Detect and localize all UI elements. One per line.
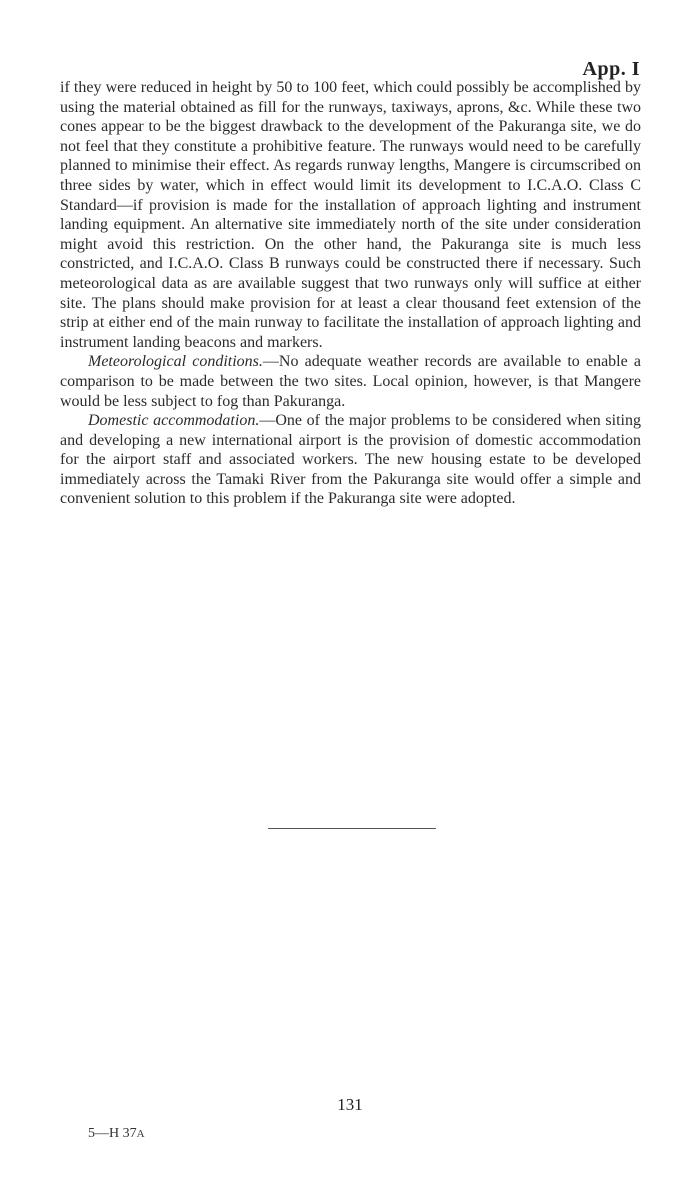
appendix-label: App. I	[582, 58, 640, 80]
paragraph-domestic	[60, 411, 641, 509]
body-text	[60, 78, 641, 509]
meteorological-heading: Meteorological conditions.	[88, 353, 263, 371]
signature-suffix: A	[136, 1128, 145, 1140]
paragraph-meteorological	[60, 352, 641, 411]
paragraph-runways	[60, 78, 641, 352]
section-divider	[268, 828, 436, 829]
domestic-heading: Domestic accommodation.	[88, 412, 260, 430]
page-number: 131	[337, 1095, 363, 1114]
domestic-text: —One of the major problems to be considered when siting and developing a new international airport is the provision of domestic accommodation for the airport staff and associated workers. The new housing estate to be developed immediately across the Tamaki River from the Pakuranga site would offer a simple and convenient solution to this problem if the Pakuranga site were adopted.	[60, 412, 641, 508]
meteorological-text: —No adequate weather records are available to enable a comparison to be made between the two sites. Local opinion, however, is that Mangere would be less subject to fog than Pakuranga.	[60, 353, 641, 410]
printer-signature	[88, 1126, 145, 1142]
paragraph-runways-text: if they were reduced in height by 50 to 100 feet, which could possibly be accomplished by using the material obtained as fill for the runways, taxiways, aprons, &c. While these two cones appear to be the biggest drawback to the development of the Pakuranga site, we do not feel that they constitute a prohibitive feature. The runways would need to be carefully planned to minimise their effect. As regards runway lengths, Mangere is circumscribed on three sides by water, which in effect would limit its development to I.C.A.O. Class C Standard—if provision is made for the installation of approach lighting and instrument landing equipment. An alternative site immediately north of the site under consideration might avoid this restriction. On the other hand, the Pakuranga site is much less constricted, and I.C.A.O. Class B runways could be constructed there if necessary. Such meteorological data as are available suggest that two runways only will suffice at either site. The plans should make provision for at least a clear thousand feet extension of the strip at either end of the main runway to facilitate the installation of approach lighting and instrument landing beacons and markers.	[60, 79, 641, 351]
signature-main: 5—H 37	[88, 1126, 137, 1141]
